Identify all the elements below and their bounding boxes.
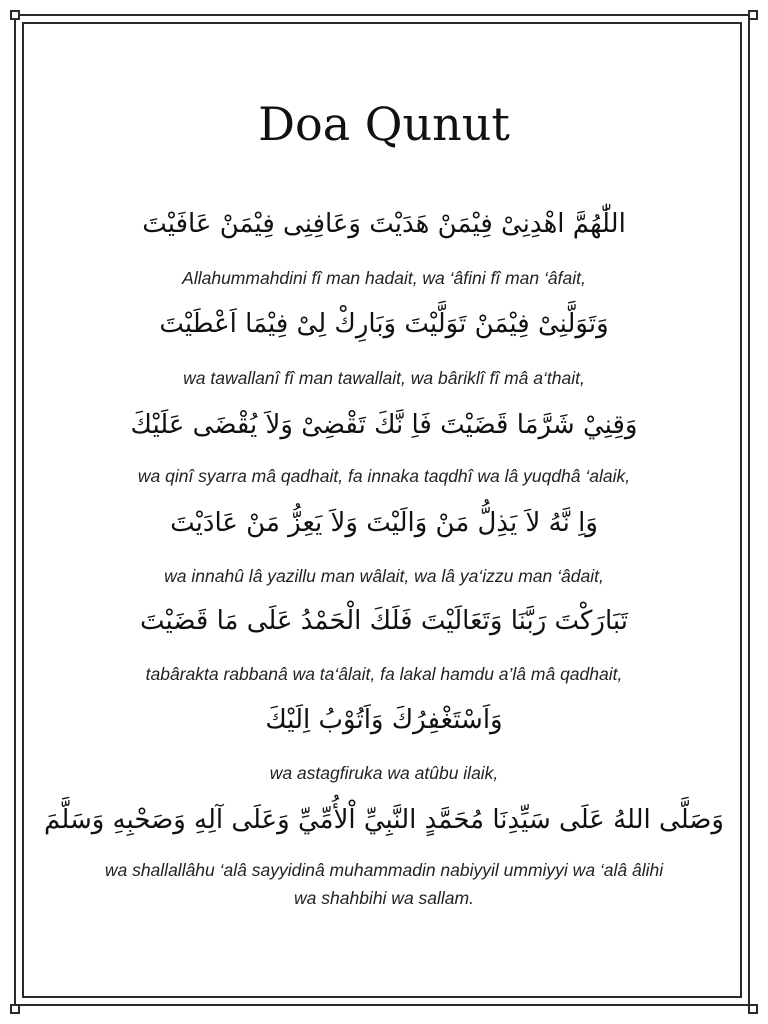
verse-7-arabic: وَصَلَّى اللهُ عَلَى سَيِّدِنَا مُحَمَّدٍ النَّبِيِّ اْلأُمِّيِّ وَعَلَى آلِهِ وَصَحْبِهِ وَسَلَّمَ	[44, 805, 724, 835]
verse-6-arabic: وَاَسْتَغْفِرُكَ وَاَتُوْبُ اِلَيْكَ	[265, 705, 503, 735]
verse-1-transliteration: Allahummahdini fî man hadait, wa ‘âfini fî man ‘âfait,	[182, 268, 586, 288]
verse-4-arabic: وَاِ نَّهُ لاَ يَذِلُّ مَنْ وَالَيْتَ وَلاَ يَعِزُّ مَنْ عَادَيْتَ	[170, 508, 598, 538]
corner-ornament-bottom-left	[10, 1004, 20, 1014]
verse-2-arabic: وَتَوَلَّنِىْ فِيْمَنْ تَوَلَّيْتَ وَبَارِكْ لِىْ فِيْمَا اَعْطَيْتَ	[159, 309, 609, 339]
verse-7-transliteration-line-1: wa shallallâhu ‘alâ sayyidinâ muhammadin nabiyyil ummiyyi wa ‘alâ âlihi	[104, 860, 664, 880]
verse-2-transliteration: wa tawallanî fî man tawallait, wa bâriklî fî mâ a‘thait,	[183, 368, 585, 388]
page-title: Doa Qunut	[258, 97, 510, 151]
corner-ornament-bottom-right	[748, 1004, 758, 1014]
corner-ornament-top-left	[10, 10, 20, 20]
verse-6-transliteration: wa astagfiruka wa atûbu ilaik,	[269, 763, 499, 783]
verse-1-arabic: اللّٰهُمَّ اهْدِنِىْ فِيْمَنْ هَدَيْتَ وَعَافِنِى فِيْمَنْ عَافَيْتَ	[142, 209, 626, 239]
corner-ornament-top-right	[748, 10, 758, 20]
verse-3-arabic: وَقِنِيْ شَرَّمَا قَضَيْتَ فَاِ نَّكَ تَقْضِىْ وَلاَ يُقْضَى عَلَيْكَ	[130, 410, 638, 440]
verse-3-transliteration: wa qinî syarra mâ qadhait, fa innaka taqdhî wa lâ yuqdhâ ‘alaik,	[137, 466, 631, 486]
verse-4-transliteration: wa innahû lâ yazillu man wâlait, wa lâ ya‘izzu man ‘âdait,	[164, 566, 604, 586]
verse-7-transliteration-line-2: wa shahbihi wa sallam.	[294, 888, 474, 908]
verse-5-transliteration: tabârakta rabbanâ wa ta‘âlait, fa lakal hamdu a’lâ mâ qadhait,	[145, 664, 623, 684]
verse-5-arabic: تَبَارَكْتَ رَبَّنَا وَتَعَالَيْتَ فَلَكَ الْحَمْدُ عَلَى مَا قَضَيْتَ	[140, 606, 628, 636]
